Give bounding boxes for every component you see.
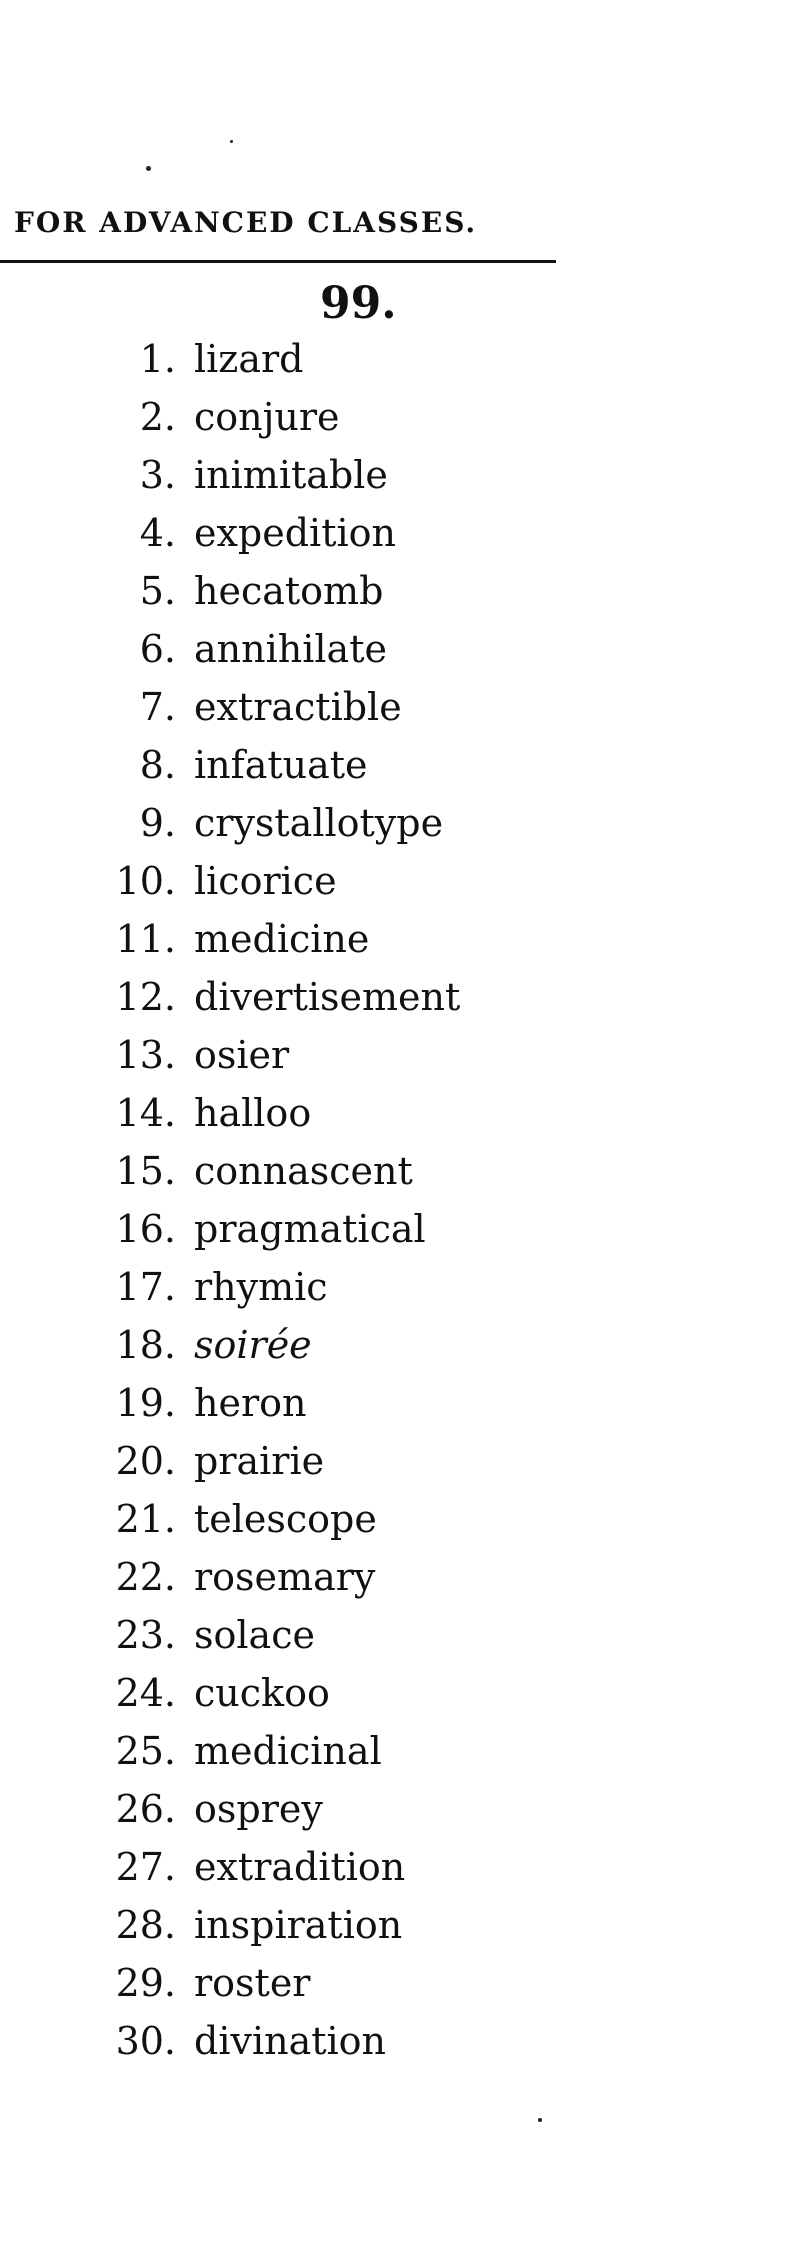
word-text: halloo	[194, 1091, 312, 1135]
word-number: 17.	[115, 1265, 176, 1309]
word-number: 19.	[115, 1381, 176, 1425]
word-text: telescope	[194, 1497, 377, 1541]
word-number: 29.	[115, 1961, 176, 2005]
word-text: extractible	[194, 685, 402, 729]
word-list-item	[0, 910, 807, 968]
word-text: annihilate	[194, 627, 387, 671]
word-list-item	[0, 388, 807, 446]
word-number: 9.	[139, 801, 176, 845]
word-list-item	[0, 1258, 807, 1316]
word-number: 14.	[115, 1091, 176, 1135]
print-speck	[230, 140, 233, 143]
running-head: FOR ADVANCED CLASSES.	[14, 206, 478, 239]
word-list-item	[0, 1664, 807, 1722]
word-list-item	[0, 330, 807, 388]
word-list-item	[0, 1838, 807, 1896]
word-number: 28.	[115, 1903, 176, 1947]
word-list-item	[0, 1780, 807, 1838]
word-list-item	[0, 1548, 807, 1606]
word-text: extradition	[194, 1845, 406, 1889]
word-text: conjure	[194, 395, 340, 439]
section-number: 99.	[320, 278, 397, 329]
word-number: 21.	[115, 1497, 176, 1541]
word-list-item	[0, 1606, 807, 1664]
word-text: crystallotype	[194, 801, 444, 845]
word-text: solace	[194, 1613, 315, 1657]
word-text: heron	[194, 1381, 307, 1425]
word-list-item	[0, 852, 807, 910]
word-number: 16.	[115, 1207, 176, 1251]
word-list-item	[0, 1896, 807, 1954]
word-number: 23.	[115, 1613, 176, 1657]
word-text: lizard	[194, 337, 304, 381]
word-text: soirée	[194, 1323, 312, 1367]
word-number: 13.	[115, 1033, 176, 1077]
word-text: expedition	[194, 511, 396, 555]
word-number: 18.	[115, 1323, 176, 1367]
word-number: 10.	[115, 859, 176, 903]
word-list-item	[0, 504, 807, 562]
word-list-item	[0, 446, 807, 504]
word-text: medicinal	[194, 1729, 382, 1773]
word-text: licorice	[194, 859, 337, 903]
word-text: rosemary	[194, 1555, 376, 1599]
word-number: 26.	[115, 1787, 176, 1831]
word-list-item	[0, 1316, 807, 1374]
word-list-item	[0, 1722, 807, 1780]
word-list-item	[0, 2012, 807, 2070]
word-text: hecatomb	[194, 569, 384, 613]
word-number: 20.	[115, 1439, 176, 1483]
word-number: 4.	[139, 511, 176, 555]
word-list-item	[0, 794, 807, 852]
word-list-item	[0, 1026, 807, 1084]
word-list-item	[0, 620, 807, 678]
word-list-item	[0, 1954, 807, 2012]
word-number: 12.	[115, 975, 176, 1019]
word-list-item	[0, 1200, 807, 1258]
word-list-item	[0, 968, 807, 1026]
word-number: 27.	[115, 1845, 176, 1889]
word-text: infatuate	[194, 743, 368, 787]
word-text: inspiration	[194, 1903, 403, 1947]
word-text: osprey	[194, 1787, 323, 1831]
word-text: prairie	[194, 1439, 325, 1483]
word-number: 6.	[139, 627, 176, 671]
word-number: 5.	[139, 569, 176, 613]
word-text: divination	[194, 2019, 387, 2063]
word-number: 3.	[139, 453, 176, 497]
word-text: pragmatical	[194, 1207, 426, 1251]
word-number: 30.	[115, 2019, 176, 2063]
word-list-item	[0, 1084, 807, 1142]
word-text: inimitable	[194, 453, 388, 497]
word-number: 2.	[139, 395, 176, 439]
word-list-item	[0, 1142, 807, 1200]
word-list-item	[0, 678, 807, 736]
word-text: rhymic	[194, 1265, 328, 1309]
word-list-item	[0, 1490, 807, 1548]
word-number: 7.	[139, 685, 176, 729]
word-text: osier	[194, 1033, 290, 1077]
word-list-item	[0, 736, 807, 794]
word-number: 22.	[115, 1555, 176, 1599]
word-text: connascent	[194, 1149, 413, 1193]
word-text: medicine	[194, 917, 370, 961]
word-number: 1.	[139, 337, 176, 381]
header-rule	[0, 260, 556, 263]
word-text: divertisement	[194, 975, 461, 1019]
word-text: roster	[194, 1961, 311, 2005]
print-speck	[146, 166, 151, 171]
word-number: 25.	[115, 1729, 176, 1773]
word-number: 24.	[115, 1671, 176, 1715]
word-number: 11.	[115, 917, 176, 961]
word-text: cuckoo	[194, 1671, 330, 1715]
word-number: 15.	[115, 1149, 176, 1193]
word-list-item	[0, 1432, 807, 1490]
word-list-item	[0, 562, 807, 620]
word-number: 8.	[139, 743, 176, 787]
spelling-word-list	[0, 330, 807, 2070]
print-speck	[538, 2118, 542, 2122]
word-list-item	[0, 1374, 807, 1432]
